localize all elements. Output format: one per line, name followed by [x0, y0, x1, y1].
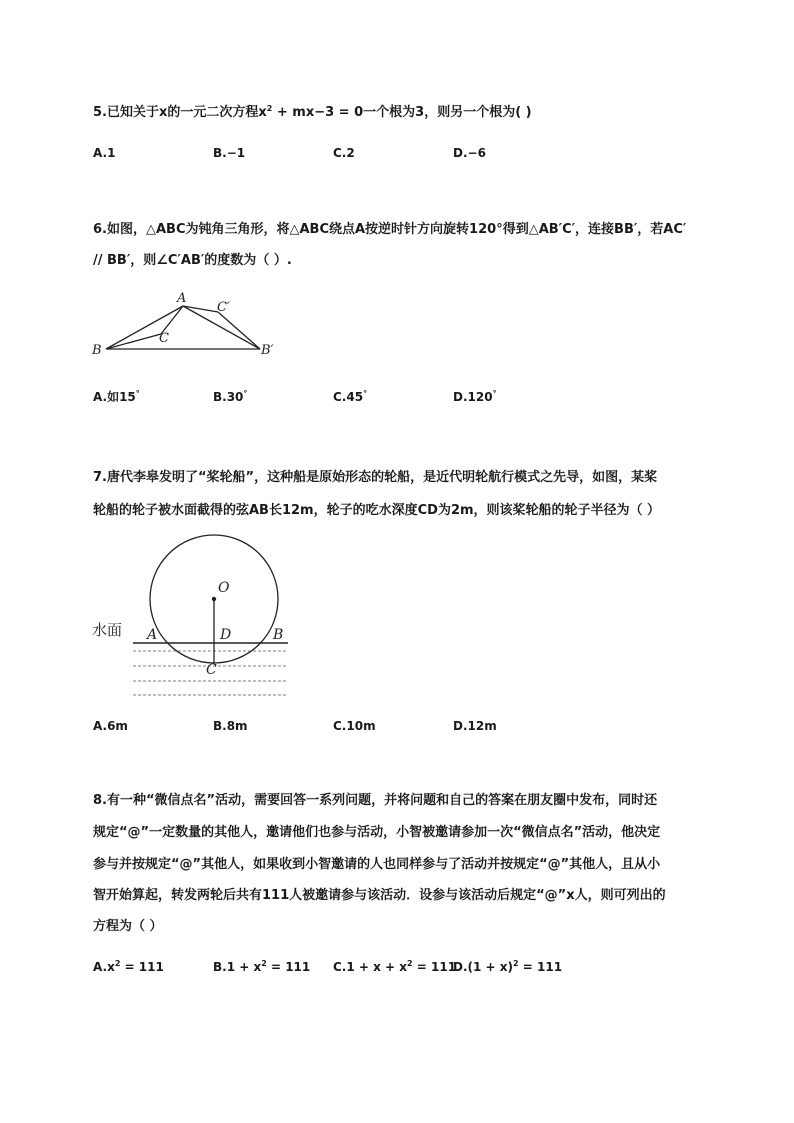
q8-option-a-pre: A.x [93, 960, 115, 974]
q7-label-d: D [220, 627, 232, 643]
q6-option-b [213, 389, 247, 405]
q7-option-b: B.8m [213, 719, 248, 733]
q6-option-c-mark: ° [363, 389, 368, 398]
q8-stem-line2: 规定“@”一定数量的其他人，邀请他们也参与活动，小智被邀请参加一次“微信点名”活动，他决定 [93, 825, 661, 840]
q8-option-a-sup: 2 [114, 959, 121, 968]
q6-label-a: A [177, 291, 187, 306]
q8-option-d-post: = 111 [518, 960, 563, 974]
q8-option-a [93, 959, 164, 975]
q5-option-b: B.−1 [213, 146, 246, 160]
q5-option-c: C.2 [333, 146, 355, 160]
q5-option-a: A.1 [93, 146, 116, 160]
q6-label-c: C [159, 331, 169, 346]
q5-stem-post: + mx−3 = 0一个根为3，则另一个根为( ) [272, 105, 532, 120]
q6-segment-ca [161, 306, 183, 334]
q8-stem-line3: 参与并按规定“@”其他人，如果收到小智邀请的人也同样参与了活动并按规定“@”其他人，且从小 [93, 857, 661, 872]
q8-option-d-sup: 2 [513, 959, 519, 968]
q5-stem [93, 104, 532, 122]
q8-option-c [333, 959, 456, 975]
q7-label-o: O [218, 580, 230, 596]
q8-stem-line1: 8.有一种“微信点名”活动，需要回答一系列问题，并将问题和自己的答案在朋友圈中发布，同时还 [93, 793, 658, 808]
q6-option-b-text: B.30 [213, 390, 244, 404]
q8-option-c-pre: C.1 + x + x [333, 960, 408, 974]
q7-option-c: C.10m [333, 719, 376, 733]
q7-center-point [212, 597, 216, 601]
q6-option-a-text: A.如15 [93, 390, 136, 404]
q6-triangle-diagram [88, 285, 288, 360]
q7-wheel-diagram [88, 528, 298, 703]
q6-label-b: B [92, 343, 102, 358]
q7-label-water: 水面 [92, 621, 123, 639]
q6-stem-line2: // BB′，则∠C′AB′的度数为（ ）. [93, 253, 292, 268]
q6-option-d [453, 389, 497, 405]
q6-figure [88, 285, 288, 360]
q7-figure [88, 528, 298, 703]
q6-option-d-text: D.120 [453, 390, 493, 404]
q6-option-b-mark: ° [243, 389, 248, 398]
q7-stem-line2: 轮船的轮子被水面截得的弦AB长12m，轮子的吃水深度CD为2m，则该桨轮船的轮子半径为（ ） [93, 503, 661, 518]
q6-option-c-text: C.45 [333, 390, 364, 404]
q7-stem-line1: 7.唐代李皋发明了“桨轮船”，这种船是原始形态的轮船，是近代明轮航行模式之先导，如图，某桨 [93, 470, 658, 485]
q8-option-b [213, 959, 310, 975]
q8-option-d-pre: D.(1 + x) [453, 960, 513, 974]
q8-option-c-sup: 2 [407, 959, 413, 968]
q8-stem-line5: 方程为（ ） [93, 919, 163, 934]
q6-segment-ba [106, 306, 183, 349]
q6-stem-line1: 6.如图，△ABC为钝角三角形，将△ABC绕点A按逆时针方向旋转120°得到△AB′C′，连接BB′，若AC′ [93, 222, 687, 237]
q8-option-a-post: = 111 [120, 960, 164, 974]
q5-stem-sup: 2 [266, 104, 273, 113]
q7-label-c: C [206, 662, 217, 678]
q6-label-cprime: C′ [217, 300, 230, 315]
q7-option-d: D.12m [453, 719, 497, 733]
q8-stem-line4: 智开始算起，转发两轮后共有111人被邀请参与该活动．设参与该活动后规定“@”x人，则可列出的 [93, 888, 666, 903]
q8-option-b-sup: 2 [261, 959, 267, 968]
q6-option-a [93, 389, 140, 405]
q7-option-a: A.6m [93, 719, 128, 733]
q8-option-d [453, 959, 562, 975]
q6-label-bprime: B′ [261, 343, 274, 358]
q6-option-c [333, 389, 367, 405]
q6-segment-cpbp [218, 312, 260, 349]
q7-label-b: B [273, 627, 284, 643]
q6-segment-bc [106, 334, 161, 349]
q8-option-b-pre: B.1 + x [213, 960, 262, 974]
q5-option-d: D.−6 [453, 146, 486, 160]
q8-option-b-post: = 111 [266, 960, 311, 974]
q5-stem-pre: 5.已知关于x的一元二次方程x [93, 105, 267, 120]
q8-option-c-post: = 111 [412, 960, 457, 974]
q7-label-a: A [147, 627, 158, 643]
q6-option-a-mark: ° [135, 389, 140, 398]
q6-option-d-mark: ° [492, 389, 497, 398]
